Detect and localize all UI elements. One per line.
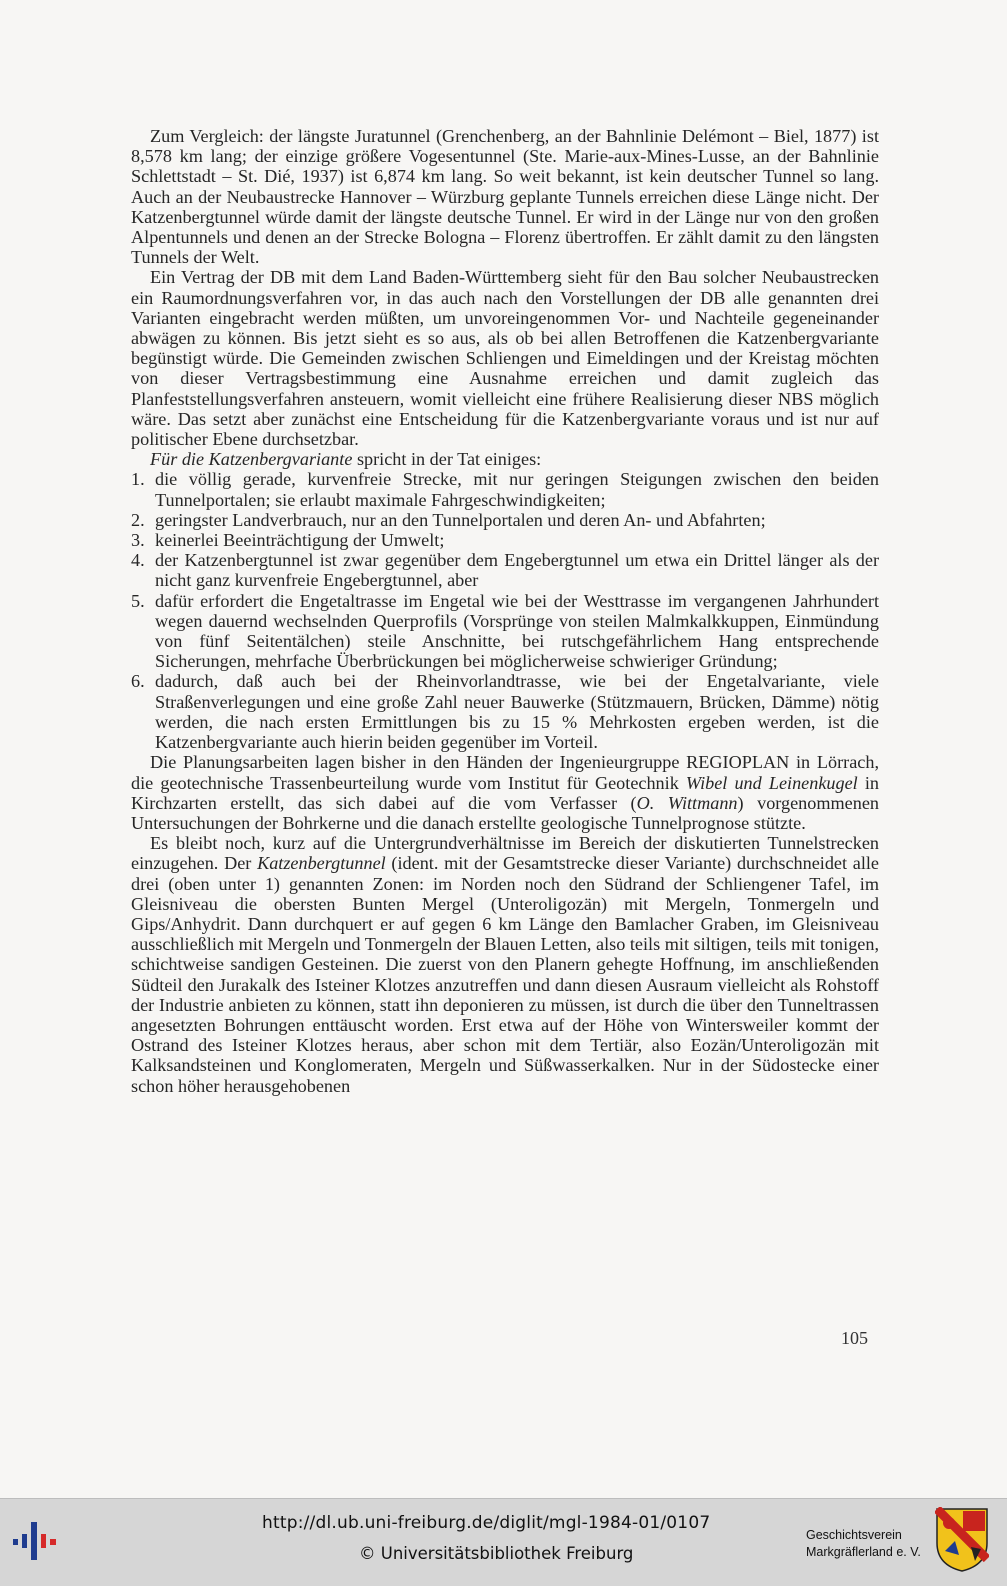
italic-run: Wibel und Leinenkugel	[685, 772, 858, 793]
italic-run: O. Wittmann	[636, 792, 738, 813]
paragraph-contract: Ein Vertrag der DB mit dem Land Baden-Württemberg sieht für den Bau solcher Neubaustrecken ein Raumordnungsverfahren vor, in das auch nach den Vorstellungen der DB alle genannten drei Varianten eingebracht werden müßten, um unvoreingenommen Vor- und Nachteile gegeneinander abwägen zu können. Bis jetzt sieht es so aus, als ob bei allen Betroffenen die Katzenbergvariante begünstigt würde. Die Gemeinden zwischen Schliengen und Eimeldingen und der Kreistag möchten von dieser Vertragsbestimmung eine Ausnahme erreichen und damit zugleich das Planfeststellungsverfahren ansteuern, womit vielleicht eine frühere Realisierung dieser NBS möglich wäre. Das setzt aber zunächst eine Entscheidung für die Katzenbergvariante voraus und ist nur auf politischer Ebene durchsetzbar.	[131, 267, 879, 450]
footer-bar	[0, 1498, 1007, 1586]
footer-url-link[interactable]: http://dl.ub.uni-freiburg.de/diglit/mgl-1984-01/0107	[262, 1513, 711, 1533]
list-item-text: keinerlei Beeinträchtigung der Umwelt;	[155, 530, 445, 551]
footer-copyright: © Universitätsbibliothek Freiburg	[359, 1544, 634, 1563]
page-number: 105	[841, 1328, 868, 1348]
society-line-1: Geschichtsverein	[806, 1528, 902, 1542]
advantages-list	[131, 469, 879, 752]
text-run: Es bleibt noch, kurz auf die Untergrundverhältnisse im Bereich der diskutierten Tunnelstrecken einzugehen. Der	[131, 833, 879, 874]
list-item-number: 3.	[131, 530, 145, 551]
list-item-text: die völlig gerade, kurvenfreie Strecke, mit nur geringen Steigungen zwischen den beiden Tunnelportalen; sie erlaubt maximale Fahrgeschwindigkeiten;	[155, 469, 879, 510]
paragraph-ground	[131, 833, 879, 1096]
list-item	[131, 469, 879, 509]
list-item-number: 4.	[131, 550, 145, 571]
society-line-2: Markgräflerland e. V.	[806, 1545, 921, 1559]
italic-run: Katzenbergtunnel	[257, 853, 386, 874]
text-run: (ident. mit der Gesamtstrecke dieser Variante) durchschneidet alle drei (oben unter 1) genannten Zonen: im Norden noch den Südrand der Schliengener Tafel, im Gleisniveau die obersten Bunten Mergel (Unteroligozän) mit Mergeln, Tonmergeln und Gips/Anhydrit. Dann durchquert er auf gegen 6 km Länge den Bamlacher Graben, im Gleisniveau ausschließlich mit Mergeln und Tonmergeln der Blauen Letten, also teils mit siltigen, teils mit tonigen, schichtweise sandigen Gesteinen. Die zuerst von den Planern gehegte Hoffnung, im anschließenden Südteil den Jurakalk des Isteiner Klotzes anzutreffen und dann diesen Ausraum vielleicht als Rohstoff der Industrie anbieten zu können, statt ihn deponieren zu müssen, ist durch die über den Tunneltrassen angesetzten Bohrungen enttäuscht worden. Erst etwa auf der Höhe von Wintersweiler kommt der Ostrand des Isteiner Klotzes heraus, aber schon mit dem Tertiär, also Eozän/Unteroligozän mit Kalksandsteinen und Konglomeraten, Mergeln und Süßwasserkalken. Nur in der Südostecke einer schon höher herausgehobenen	[131, 853, 880, 1096]
list-item	[131, 510, 879, 530]
list-intro	[131, 449, 879, 469]
text-run: in Kirchzarten erstellt, das sich dabei auf die vom Verfasser (	[131, 772, 879, 813]
list-item	[131, 591, 879, 672]
list-intro-rest: spricht in der Tat einiges:	[352, 449, 542, 470]
list-item-number: 5.	[131, 590, 145, 611]
paragraph-comparison: Zum Vergleich: der längste Juratunnel (Grenchenberg, an der Bahnlinie Delémont – Biel, 1877) ist 8,578 km lang; der einzige größere Vogesentunnel (Ste. Marie-aux-Mines-Lusse, an der Bahnlinie Schlettstadt – St. Dié, 1937) ist 6,874 km lang. So weit bekannt, ist kein deutscher Tunnel so lang. Auch an der Neubaustrecke Hannover – Würzburg geplante Tunnels erreichen diese Länge nicht. Der Katzenbergtunnel würde damit der längste deutsche Tunnel. Er wird in der Länge nur von den großen Alpentunnels und denen an der Strecke Bologna – Florenz übertroffen. Er zählt damit zu den längsten Tunnels der Welt.	[131, 126, 879, 268]
list-intro-italic: Für die Katzenbergvariante	[150, 449, 353, 470]
list-item-text: dadurch, daß auch bei der Rheinvorlandtrasse, wie bei der Engetalvariante, viele Straßenverlegungen und eine große Zahl neuer Bauwerke (Stützmauern, Brücken, Dämme) nötig werden, die nach ersten Ermittlungen bis zu 15 % Mehrkosten ergeben werden, ist die Katzenbergvariante auch hierin beiden gegenüber im Vorteil.	[155, 671, 879, 753]
list-item-text: der Katzenbergtunnel ist zwar gegenüber dem Engebergtunnel um etwa ein Drittel länger als der nicht ganz kurvenfreie Engebergtunnel, aber	[155, 550, 879, 591]
body-text	[131, 126, 879, 1096]
ub-freiburg-logo-icon[interactable]	[13, 1520, 65, 1562]
paragraph-planning	[131, 752, 879, 833]
list-item	[131, 550, 879, 590]
footer-society-name	[806, 1527, 936, 1561]
text-run: Die Planungsarbeiten lagen bisher in den Händen der Ingenieurgruppe REGIOPLAN in Lörrach, die geotechnische Trassenbeurteilung wurde vom Institut für Geotechnik	[131, 752, 879, 793]
list-item-number: 1.	[131, 469, 145, 490]
list-item	[131, 671, 879, 752]
list-item-number: 2.	[131, 509, 145, 530]
list-item	[131, 530, 879, 550]
list-item-number: 6.	[131, 671, 145, 692]
markgraeflerland-crest-icon[interactable]	[935, 1507, 989, 1573]
text-run: ) vorgenommenen Untersuchungen der Bohrkerne und die danach erstellte geologische Tunnelprognose stützte.	[131, 792, 879, 833]
list-item-text: dafür erfordert die Engetaltrasse im Engetal wie bei der Westtrasse im vergangenen Jahrhundert wegen dauernd wechselnden Querprofils (Vorsprünge von steilen Malmkalkkuppen, Einmündung von fünf Seitentälchen) steile Anschnitte, bei rutschgefährlichem Hang entsprechende Sicherungen, mehrfache Überbrückungen bei möglicherweise schwieriger Gründung;	[155, 590, 879, 672]
list-item-text: geringster Landverbrauch, nur an den Tunnelportalen und deren An- und Abfahrten;	[155, 509, 766, 530]
